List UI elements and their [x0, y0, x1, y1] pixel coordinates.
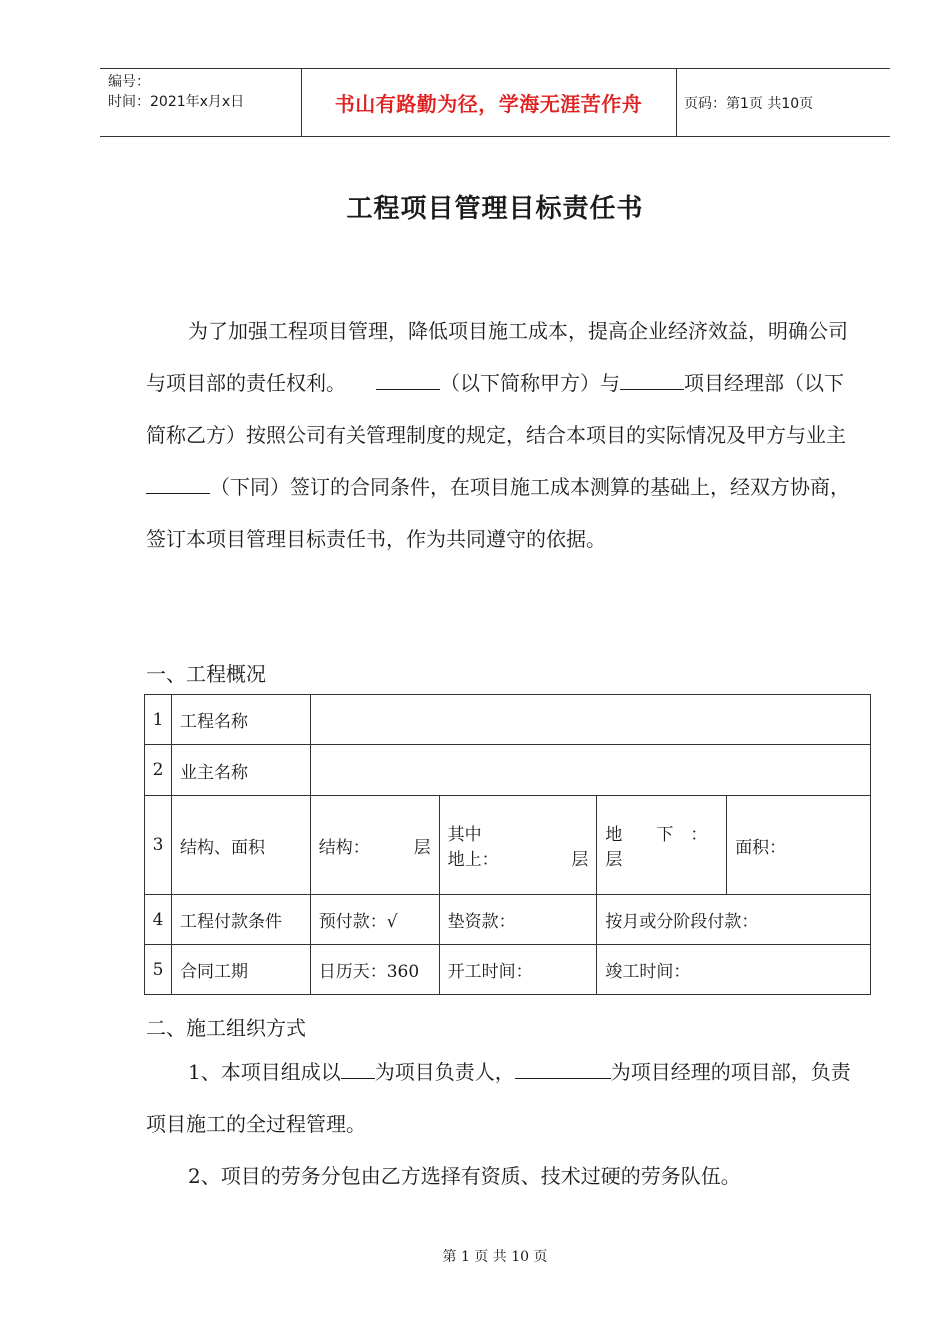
- row-label: 业主名称: [171, 745, 310, 796]
- table-row: [145, 796, 871, 895]
- time-label: 时间：2021年x月x日: [108, 94, 245, 110]
- completion-date-cell: 竣工时间：: [597, 945, 871, 995]
- section2-item-2: [146, 1150, 866, 1202]
- row-number: 5: [145, 945, 172, 995]
- section2-heading: 二、施工组织方式: [146, 1016, 306, 1040]
- project-overview-table: [144, 694, 871, 995]
- advance-funding-cell: 垫资款：: [439, 895, 597, 945]
- table-row: [145, 745, 871, 796]
- section2-item-1: [146, 1046, 866, 1150]
- blank-leader: [341, 1060, 375, 1079]
- staged-payment-cell: 按月或分阶段付款：: [597, 895, 871, 945]
- intro-text-3: 项目经理部（以下简称乙方）按照公司有关管理制度的规定，结合本项目的实际情况及甲方与业主: [146, 371, 846, 447]
- row-label: 合同工期: [171, 945, 310, 995]
- row-label: 工程付款条件: [171, 895, 310, 945]
- intro-text-2: （以下简称甲方）与: [440, 371, 620, 395]
- item1-text-a: 1、本项目组成以: [188, 1060, 341, 1084]
- header-page-info: 页码：第1页 共10页: [684, 96, 814, 112]
- document-header: [100, 68, 890, 137]
- section1-heading: 一、工程概况: [146, 662, 266, 686]
- header-divider: [676, 69, 677, 136]
- intro-text-1: 为了加强工程项目管理，降低项目施工成本，提高企业经济效益，明确公司与项目部的责任权利。: [146, 319, 848, 395]
- item1-text-c: 为项目经理的项目部，负责项目施工的全过程管理。: [146, 1060, 851, 1136]
- document-title: 工程项目管理目标责任书: [346, 194, 644, 224]
- start-date-cell: 开工时间：: [439, 945, 597, 995]
- intro-paragraph: [146, 305, 858, 565]
- above-ground-label: 地上：: [447, 850, 499, 870]
- blank-owner: [146, 475, 210, 494]
- row-number: 2: [145, 745, 172, 796]
- floors-unit: 层: [413, 837, 431, 858]
- row-number: 4: [145, 895, 172, 945]
- page-footer: 第 1 页 共 10 页: [442, 1249, 548, 1265]
- owner-name-value[interactable]: [310, 745, 870, 796]
- item2-text: 2、项目的劳务分包由乙方选择有资质、技术过硬的劳务队伍。: [188, 1164, 741, 1188]
- blank-party-a: [376, 371, 440, 390]
- blank-project: [620, 371, 684, 390]
- floors-unit: 层: [605, 850, 623, 870]
- prepayment-cell: 预付款：√: [310, 895, 439, 945]
- floors-unit: 层: [571, 850, 589, 870]
- intro-text-4: （下同）签订的合同条件，在项目施工成本测算的基础上，经双方协商，签订本项目管理目标责任书，作为共同遵守的依据。: [146, 475, 850, 551]
- header-motto: 书山有路勤为径，学海无涯苦作舟: [334, 92, 643, 116]
- structure-label: 结构：: [318, 837, 370, 858]
- area-label: 面积：: [727, 796, 871, 895]
- row-label: 工程名称: [171, 695, 310, 745]
- table-row: [145, 895, 871, 945]
- number-label: 编号：: [108, 74, 150, 90]
- below-ground-cell: [597, 796, 727, 895]
- row-number: 1: [145, 695, 172, 745]
- row-label: 结构、面积: [171, 796, 310, 895]
- table-row: [145, 695, 871, 745]
- table-row: [145, 945, 871, 995]
- structure-cell: [310, 796, 439, 895]
- calendar-days-cell: 日历天：360: [310, 945, 439, 995]
- row-number: 3: [145, 796, 172, 895]
- project-name-value[interactable]: [310, 695, 870, 745]
- of-which-label: 其中: [447, 825, 482, 845]
- below-ground-label: 地 下 ：: [605, 825, 708, 845]
- item1-text-b: 为项目负责人，: [374, 1060, 515, 1084]
- blank-manager: [515, 1060, 611, 1079]
- header-meta: [108, 72, 244, 112]
- above-ground-cell: [439, 796, 597, 895]
